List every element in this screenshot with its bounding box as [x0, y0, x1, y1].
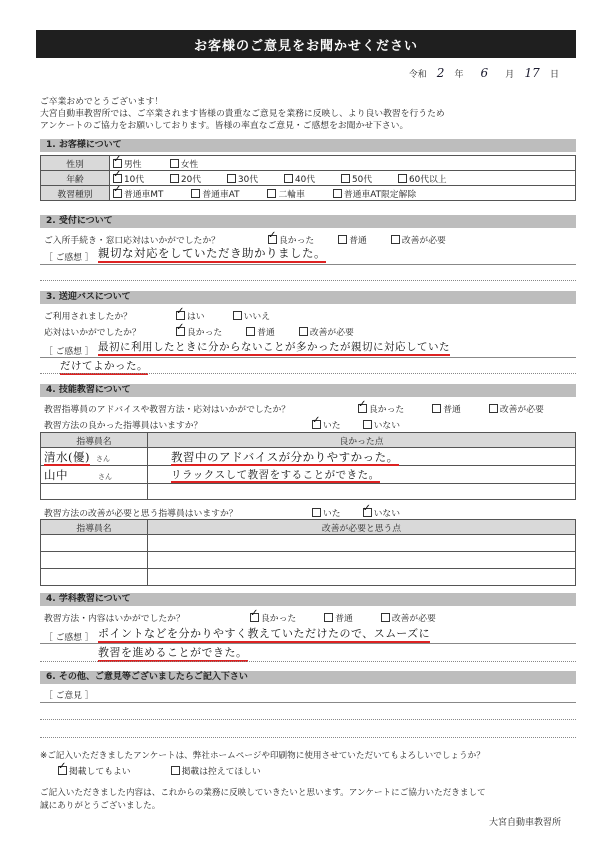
- row-label: 教習種別: [41, 186, 110, 201]
- row-options: [110, 156, 576, 171]
- row-label: 性別: [41, 156, 110, 171]
- checked-box-icon[interactable]: [363, 508, 372, 517]
- date-era: 令和: [408, 70, 427, 80]
- intro-line-3: アンケートのご協力をお願いしております。皆様の率直なご意見・ご感想をお聞かせ下さい。: [40, 121, 409, 131]
- checked-box-icon[interactable]: [176, 327, 185, 336]
- checkbox-icon[interactable]: [489, 404, 498, 413]
- bus-options-1: [176, 309, 298, 322]
- good-row-3-name[interactable]: [41, 484, 148, 500]
- checkbox-icon[interactable]: [338, 235, 347, 244]
- option-label: いない: [373, 509, 401, 519]
- skill-options-3: [312, 506, 422, 519]
- option-label: いない: [373, 421, 401, 431]
- skill-question-1: 教習指導員のアドバイスや教習方法・応対はいかがでしたか？: [44, 405, 291, 415]
- checked-box-icon[interactable]: [113, 159, 122, 168]
- option-2[interactable]: [489, 402, 544, 415]
- checked-box-icon[interactable]: [250, 613, 259, 622]
- skill-options-2: [312, 418, 422, 431]
- row-options: [110, 186, 576, 201]
- option-label: 二輪車: [278, 189, 305, 200]
- option-label: 普通: [349, 236, 367, 246]
- skill-options-1: [358, 402, 572, 415]
- option-label: 20代: [181, 174, 201, 185]
- section-customer-header: [40, 139, 576, 152]
- good-col-name: 指導員名: [41, 433, 148, 448]
- option-2[interactable]: [267, 187, 304, 200]
- option-3[interactable]: [284, 172, 315, 185]
- improve-row-1-point[interactable]: [148, 535, 576, 552]
- section-bus-header: [40, 291, 576, 304]
- option-0[interactable]: [312, 506, 341, 519]
- option-label: 男性: [124, 159, 142, 170]
- option-label: 60代以上: [409, 174, 447, 185]
- customer-row: [41, 186, 576, 201]
- option-label: 掲載は控えてほしい: [181, 767, 261, 777]
- good-row-1-name[interactable]: [41, 448, 148, 466]
- bus-comment-label: ［ ご感想 ］: [44, 347, 94, 357]
- section-academic-header: [40, 593, 576, 606]
- improve-row-2-name[interactable]: [41, 552, 148, 569]
- checkbox-icon[interactable]: [191, 189, 200, 198]
- form-title: [36, 30, 576, 58]
- option-label: はい: [187, 312, 205, 322]
- checkbox-icon[interactable]: [391, 235, 400, 244]
- checked-box-icon[interactable]: [58, 766, 67, 775]
- option-label: 掲載してもよい: [69, 767, 131, 777]
- option-label: いいえ: [243, 312, 271, 322]
- checkbox-icon[interactable]: [381, 613, 390, 622]
- option-label: 良かった: [187, 328, 223, 338]
- checkbox-icon[interactable]: [170, 159, 179, 168]
- improve-col-name: 指導員名: [41, 520, 148, 535]
- option-2[interactable]: [227, 172, 258, 185]
- option-label: 普通車AT: [202, 189, 240, 200]
- academic-rule-2: [40, 661, 576, 662]
- option-2[interactable]: [391, 233, 446, 246]
- date-day-unit: 日: [549, 70, 559, 80]
- improve-col-point: 改善が必要と思う点: [148, 520, 576, 535]
- instructor-name-1: 清水(優): [44, 449, 90, 464]
- checkbox-icon[interactable]: [233, 311, 242, 320]
- option-1[interactable]: [363, 418, 400, 431]
- checkbox-icon[interactable]: [267, 189, 276, 198]
- option-label: 改善が必要: [391, 614, 436, 624]
- checkbox-icon[interactable]: [299, 327, 308, 336]
- section-2-title: 2. 受付について: [46, 216, 113, 226]
- good-point-1: 教習中のアドバイスが分かりやすかった。: [171, 449, 399, 464]
- checked-box-icon[interactable]: [358, 404, 367, 413]
- other-rule-3[interactable]: [40, 737, 576, 738]
- academic-comment-line-1[interactable]: ポイントなどを分かりやすく教えていただけたので、スムーズに: [98, 625, 430, 643]
- option-1[interactable]: [171, 764, 261, 777]
- checked-box-icon[interactable]: [268, 235, 277, 244]
- checked-box-icon[interactable]: [176, 311, 185, 320]
- section-skill-header: [40, 384, 576, 397]
- good-row-2-name[interactable]: [41, 466, 148, 484]
- academic-comment-line-2[interactable]: 教習を進めることができた。: [98, 644, 248, 662]
- title-text: お客様のご意見をお聞かせください: [193, 38, 418, 54]
- reception-comment[interactable]: 親切な対応をしていただき助かりました。: [98, 245, 326, 263]
- option-1[interactable]: [170, 157, 199, 170]
- customer-table: [40, 155, 576, 201]
- option-label: 改善が必要: [401, 236, 446, 246]
- improve-row-3-name[interactable]: [41, 569, 148, 586]
- other-rule-1[interactable]: [40, 702, 576, 703]
- checkbox-icon[interactable]: [284, 174, 293, 183]
- bus-question-2: 応対はいかがでしたか？: [44, 328, 141, 338]
- academic-comment-label: ［ ご感想 ］: [44, 633, 94, 643]
- option-label: 女性: [180, 159, 199, 170]
- checkbox-icon[interactable]: [227, 174, 236, 183]
- checked-box-icon[interactable]: [113, 174, 122, 183]
- checkbox-icon[interactable]: [363, 420, 372, 429]
- reception-comment-line-2: [40, 280, 576, 281]
- checkbox-icon[interactable]: [171, 766, 180, 775]
- option-label: 30代: [238, 174, 258, 185]
- section-6-title: 6. その他、ご意見等ございましたらご記入下さい: [46, 672, 248, 682]
- good-row-1-point[interactable]: [148, 448, 576, 466]
- option-label: 普通: [335, 614, 353, 624]
- company-name: 大宮自動車教習所: [488, 818, 561, 828]
- date-year: 2: [436, 66, 445, 80]
- option-label: いた: [323, 509, 341, 519]
- option-label: 良かった: [369, 405, 405, 415]
- option-0[interactable]: [176, 325, 222, 338]
- other-comment-label: ［ ご意見 ］: [44, 691, 94, 701]
- option-label: 普通: [257, 328, 275, 338]
- option-1[interactable]: [363, 506, 400, 519]
- improve-row-3-point[interactable]: [148, 569, 576, 586]
- checkbox-icon[interactable]: [324, 613, 333, 622]
- option-label: 10代: [124, 174, 144, 185]
- reception-comment-label: ［ ご感想 ］: [44, 253, 94, 263]
- option-0[interactable]: [58, 764, 131, 777]
- option-label: 改善が必要: [499, 405, 544, 415]
- option-1[interactable]: [233, 309, 270, 322]
- date-month-unit: 月: [505, 70, 515, 80]
- bus-rule-2: [40, 373, 576, 374]
- honorific-2: さん: [98, 472, 112, 481]
- checkbox-icon[interactable]: [333, 189, 342, 198]
- good-point-2: リラックスして教習をすることができた。: [171, 469, 380, 481]
- option-1[interactable]: [338, 233, 367, 246]
- option-0[interactable]: [113, 187, 163, 200]
- improve-row-2-point[interactable]: [148, 552, 576, 569]
- section-other-header: [40, 671, 576, 684]
- option-label: 良かった: [261, 614, 297, 624]
- thanks-line-1: ご記入いただきました内容は、これからの業務に反映していきたいと思います。アンケートにご協力いただきまして: [40, 788, 486, 798]
- option-0[interactable]: [250, 611, 296, 624]
- honorific-1: さん: [95, 454, 110, 463]
- section-4-title: 4. 技能教習について: [46, 385, 131, 395]
- section-reception-header: [40, 215, 576, 228]
- option-label: 50代: [352, 174, 372, 185]
- date-year-unit: 年: [454, 70, 464, 80]
- option-2[interactable]: [381, 611, 436, 624]
- checked-box-icon[interactable]: [113, 189, 122, 198]
- option-0[interactable]: [312, 418, 341, 431]
- option-5[interactable]: [398, 172, 447, 185]
- option-2[interactable]: [299, 325, 354, 338]
- option-0[interactable]: [358, 402, 404, 415]
- option-1[interactable]: [246, 325, 275, 338]
- option-1[interactable]: [170, 172, 201, 185]
- checkbox-icon[interactable]: [341, 174, 350, 183]
- option-4[interactable]: [341, 172, 372, 185]
- option-label: 普通: [443, 405, 461, 415]
- thanks-line-2: 誠にありがとうございました。: [40, 801, 161, 811]
- checkbox-icon[interactable]: [170, 174, 179, 183]
- other-rule-2[interactable]: [40, 719, 576, 720]
- section-3-title: 3. 送迎バスについて: [46, 292, 131, 302]
- date-day: 17: [524, 66, 540, 80]
- academic-options: [250, 611, 464, 624]
- option-label: いた: [323, 421, 341, 431]
- academic-question: 教習方法・内容はいかがでしたか？: [44, 614, 185, 624]
- checked-box-icon[interactable]: [312, 420, 321, 429]
- skill-question-2: 教習方法の良かった指導員はいますか？: [44, 421, 203, 431]
- good-row-2-point[interactable]: [148, 466, 576, 484]
- checkbox-icon[interactable]: [432, 404, 441, 413]
- bus-question-1: ご利用されましたか？: [44, 312, 132, 322]
- instructor-name-2: 山中: [44, 467, 68, 482]
- improve-instructor-table: [40, 519, 576, 586]
- option-label: 40代: [295, 174, 315, 185]
- checkbox-icon[interactable]: [398, 174, 407, 183]
- option-1[interactable]: [191, 187, 239, 200]
- option-label: 良かった: [279, 236, 315, 246]
- bus-comment-line-1[interactable]: 最初に利用したときに分からないことが多かったが親切に対応していた: [98, 339, 450, 356]
- good-col-point: 良かった点: [148, 433, 576, 448]
- option-label: 普通車MT: [124, 189, 164, 200]
- checkbox-icon[interactable]: [246, 327, 255, 336]
- improve-row-1-name[interactable]: [41, 535, 148, 552]
- intro-text: [40, 96, 570, 132]
- good-instructor-table: [40, 432, 576, 500]
- bus-options-2: [176, 325, 378, 338]
- skill-question-3: 教習方法の改善が必要と思う指導員はいますか？: [44, 509, 238, 519]
- date-month: 6: [480, 66, 489, 80]
- reception-question: ご入所手続き・窓口応対はいかがでしたか？: [44, 236, 220, 246]
- option-label: 改善が必要: [309, 328, 354, 338]
- section-1-title: 1. お客様について: [46, 140, 122, 150]
- publish-options: [58, 764, 301, 777]
- option-3[interactable]: [333, 187, 416, 200]
- bus-comment-line-2[interactable]: だけてよかった。: [60, 358, 148, 375]
- publish-note: ※ご記入いただきましたアンケートは、弊社ホームページや印刷物に使用させていただいてもよろしいでしょうか？: [40, 751, 485, 761]
- row-options: [110, 171, 576, 186]
- option-1[interactable]: [432, 402, 461, 415]
- row-label: 年齢: [41, 171, 110, 186]
- section-5-title: 4. 学科教習について: [46, 594, 131, 604]
- option-1[interactable]: [324, 611, 353, 624]
- date-line: [409, 66, 559, 80]
- option-label: 普通車AT限定解除: [343, 189, 417, 200]
- reception-comment-line: [40, 264, 576, 265]
- good-row-3-point[interactable]: [148, 484, 576, 500]
- checkbox-icon[interactable]: [312, 508, 321, 517]
- option-0[interactable]: [176, 309, 205, 322]
- intro-line-1: ご卒業おめでとうございます！: [40, 97, 164, 107]
- intro-line-2: 大宮自動車教習所では、ご卒業されます皆様の貴重なご意見を業務に反映し、より良い教習を行うため: [40, 109, 445, 119]
